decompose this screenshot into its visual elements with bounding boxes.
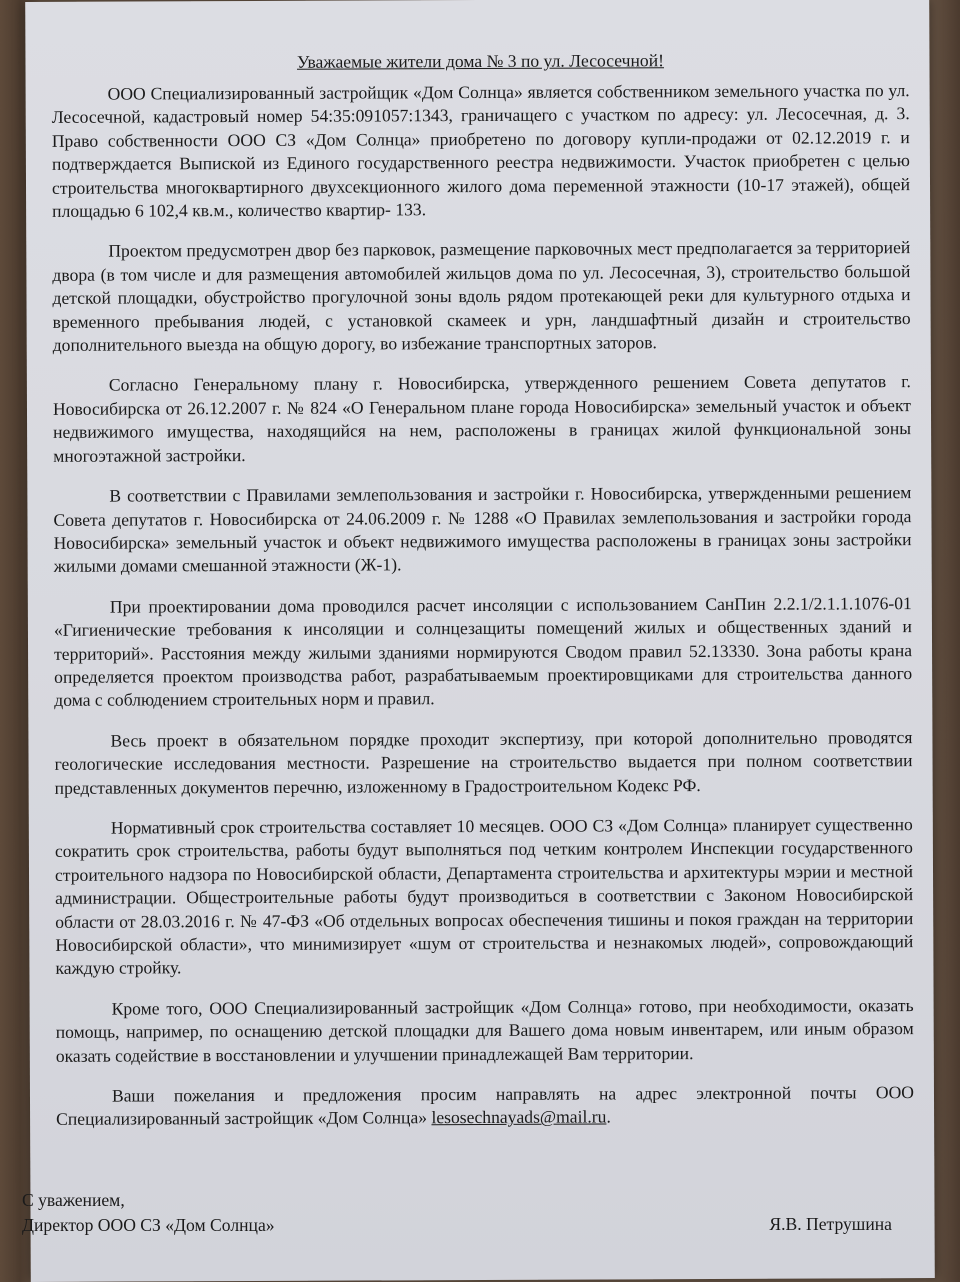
paragraph-assistance: Кроме того, ООО Специализированный застройщик «Дом Солнца» готово, при необходимости, оказать помощь, например, по оснащению детской площадки для Вашего дома новым инвентарем, или иным образом оказать содействие в восстановлении и улучшении принадлежащей Вам территории.	[55, 994, 914, 1066]
letter-title: Уважаемые жители дома № 3 по ул. Лесосечной!	[296, 50, 665, 72]
closing-regards: С уважением,	[22, 1190, 125, 1210]
paragraph-ownership: ООО Специализированный застройщик «Дом Солнца» является собственником земельного участка по ул. Лесосечной, кадастровый номер 54:35:091057:1343, граничащего с участком по адресу: ул. Лесосечная, д. 3. Право собственности ООО СЗ «Дом Солнца» приобретено по договору купли-продажи от 02.12.2019 г. и подтверждается Выпиской из Единого государственного реестра недвижимости. Участок приобретен с целью строительства многоквартирного двухсекционного жилого дома переменной этажности (10-17 этажей), общей площадью 6 102,4 кв.м., количество квартир- 133.	[51, 80, 911, 221]
contact-period: .	[606, 1106, 611, 1127]
signatory-name: Я.В. Петрушина	[769, 1214, 892, 1234]
paragraph-project: Проектом предусмотрен двор без парковок, размещение парковочных мест предполагается за территорией двора (в том числе и для размещения автомобилей жильцов дома по ул. Лесосечная, 3), строительство большой детской площадки, обустройство прогулочной зоны вдоль рядом протекающей реки для культурного отдыха и временного пребывания людей, с установкой скамеек и урн, ландшафтный дизайн и строительство дополнительного выезда на общую дорогу, во избежание транспортных заторов.	[52, 237, 911, 355]
paragraph-construction-term: Нормативный срок строительства составляет 10 месяцев. ООО СЗ «Дом Солнца» планирует существенно сократить срок строительства, работы будут выполняться под четким контролем Инспекции государственного строительного надзора по Новосибирской области, Департамента строительства и архитектуры мэрии и местной администрации. Общестроительные работы будут производиться в соответствии с Законом Новосибирской области от 28.03.2016 г. № 47-ФЗ «Об отдельных вопросах обеспечения тишины и покоя граждан на территории Новосибирской области», что минимизирует «шум от строительства и незнакомых людей», сопровождающий каждую стройку.	[54, 814, 914, 979]
paragraph-general-plan: Согласно Генеральному плану г. Новосибирска, утвержденного решением Совета депутатов г. Новосибирска от 26.12.2007 г. № 824 «О Генеральном плане города Новосибирска» земельный участок и объект недвижимого имущества, находящийся на нем, расположены в границах жилой функциональной зоны многоэтажной застройки.	[52, 371, 912, 466]
paper-sheet	[25, 0, 935, 1282]
paragraph-contact	[56, 1081, 914, 1132]
letter-body	[51, 48, 914, 1149]
paragraph-expertise: Весь проект в обязательном порядке проходит экспертизу, при которой дополнительно проводятся геологические исследования местности. Разрешение на строительство выдается при полном соответствии представленных документов перечню, изложенному в Градостроительном Кодекс РФ.	[54, 726, 913, 798]
email-link[interactable]: lesosechnayads@mail.ru	[431, 1106, 607, 1128]
contact-text: Ваши пожелания и предложения просим направлять на адрес электронной почты ООО Специализированный застройщик «Дом Солнца»	[56, 1082, 915, 1130]
signatory-position: Директор ООО СЗ «Дом Солнца»	[22, 1215, 275, 1235]
paragraph-insolation: При проектировании дома проводился расчет инсоляции с использованием СанПин 2.2.1/2.1.1.1076-01 «Гигиенические требования к инсоляции и солнцезащиты помещений жилых и общественных зданий и территорий». Расстояния между жилыми зданиями нормируются Сводом правил 52.13330. Зона работы крана определяется проектом производства работ, разрабатываемым проектировщиками для строительства данного дома с соблюдением строительных норм и правил.	[53, 592, 913, 711]
paragraph-land-use-rules: В соответствии с Правилами землепользования и застройки г. Новосибирска, утвержденными решением Совета депутатов г. Новосибирска от 24.06.2009 г. № 1288 «О Правилах землепользования и застройки города Новосибирска» земельный участок и объект недвижимого имущества расположены в границах зоны застройки жилыми домами смешанной этажности (Ж-1).	[53, 482, 912, 577]
signature-left	[22, 1188, 462, 1238]
